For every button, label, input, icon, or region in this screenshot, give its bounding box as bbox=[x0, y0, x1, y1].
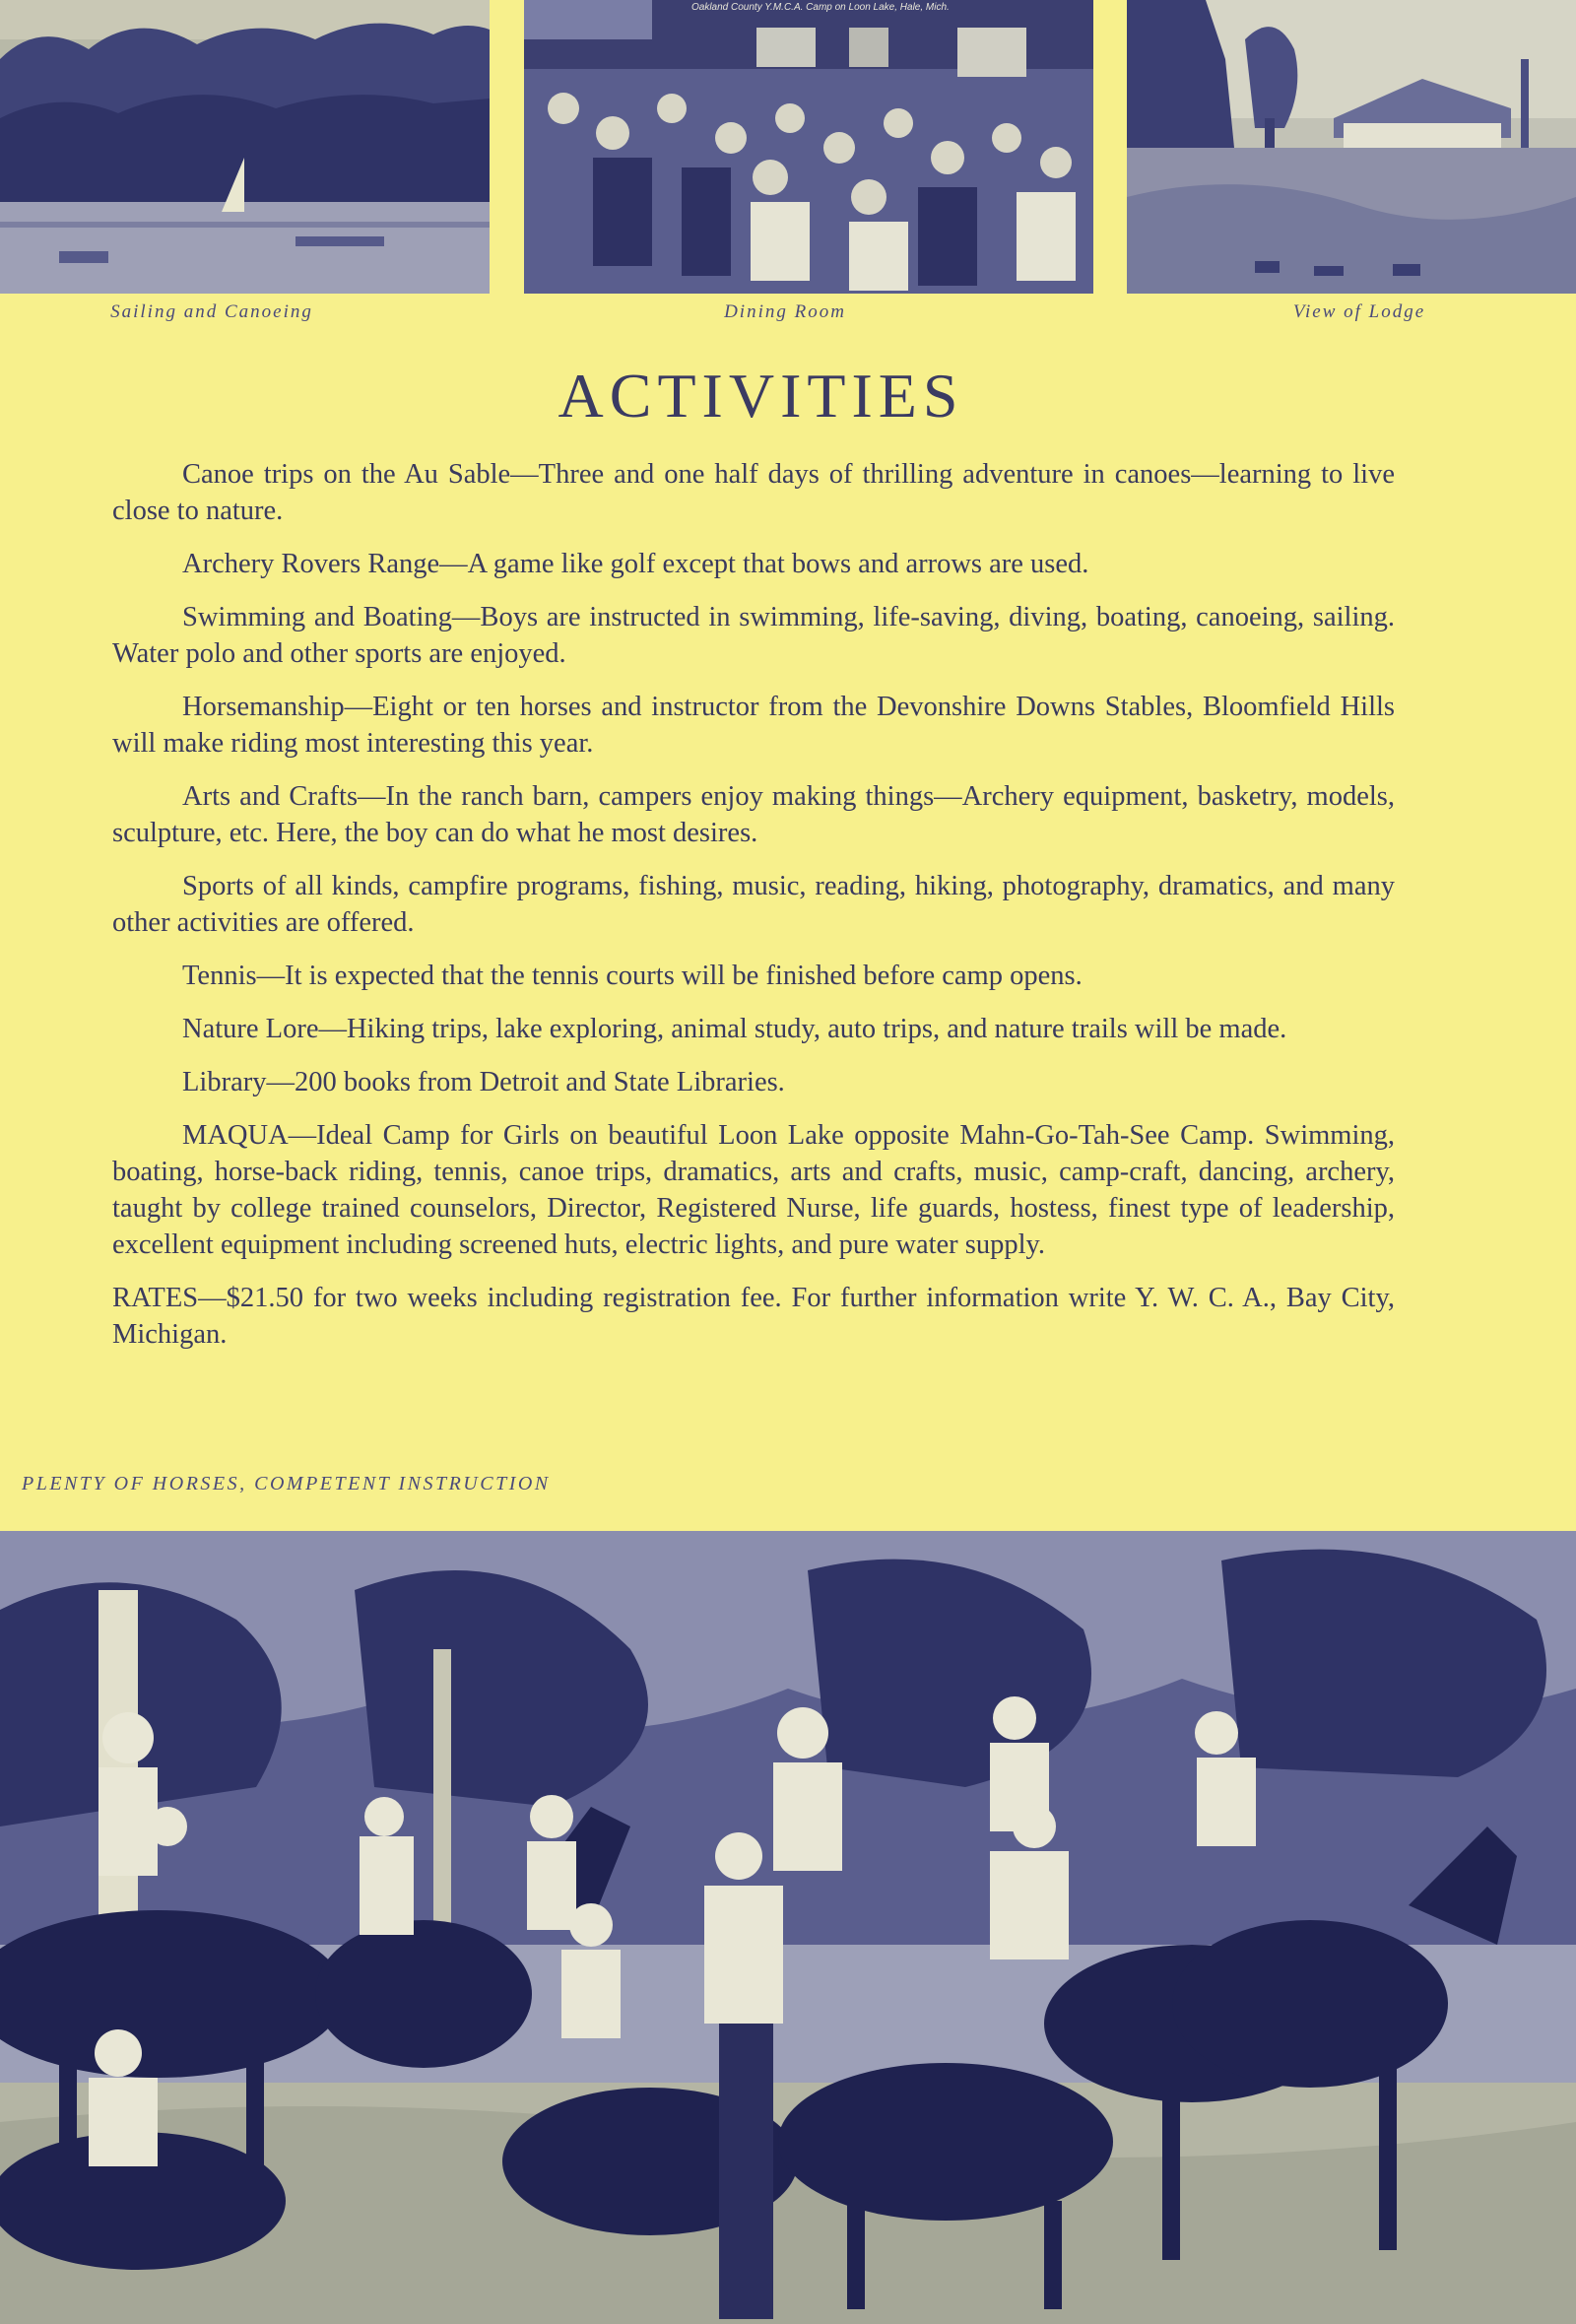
sailing-canoeing-photo bbox=[0, 0, 490, 294]
paragraph-canoe-trips: Canoe trips on the Au Sable—Three and one half days of thrilling adventure in canoes—learning to live close to nature. bbox=[112, 459, 1395, 526]
sailing-canoeing-image bbox=[0, 0, 490, 294]
horses-photo bbox=[0, 1531, 1576, 2324]
dining-room-caption: Dining Room bbox=[724, 301, 846, 322]
page-title: ACTIVITIES bbox=[558, 361, 964, 431]
dining-room-inset-text: Oakland County Y.M.C.A. Camp on Loon Lake, Hale, Mich. bbox=[691, 2, 950, 13]
horses-caption: PLENTY OF HORSES, COMPETENT INSTRUCTION bbox=[22, 1473, 551, 1494]
paragraph-library: Library—200 books from Detroit and State Libraries. bbox=[182, 1067, 785, 1097]
dining-room-image bbox=[524, 0, 1093, 294]
sailing-canoeing-caption: Sailing and Canoeing bbox=[110, 301, 313, 322]
paragraph-rates: RATES—$21.50 for two weeks including registration fee. For further information write Y. W. C. A., Bay City, Michigan. bbox=[112, 1283, 1395, 1350]
paragraph-sports: Sports of all kinds, campfire programs, fishing, music, reading, hiking, photography, dramatics, and many other activities are offered. bbox=[112, 871, 1395, 938]
paragraph-maqua: MAQUA—Ideal Camp for Girls on beautiful Loon Lake opposite Mahn-Go-Tah-See Camp. Swimming, boating, horse-back riding, tennis, canoe trips, dramatics, arts and crafts, music, camp-craft, dancing, archery, taught by college trained counselors, Director, Registered Nurse, life guards, hostess, finest type of leadership, excellent equipment including screened huts, electric lights, and pure water supply. bbox=[112, 1120, 1395, 1260]
paragraph-archery: Archery Rovers Range—A game like golf except that bows and arrows are used. bbox=[182, 549, 1089, 579]
activities-body bbox=[112, 456, 1395, 1369]
lodge-caption: View of Lodge bbox=[1292, 301, 1426, 322]
horses-image bbox=[0, 1531, 1576, 2324]
paragraph-tennis: Tennis—It is expected that the tennis courts will be finished before camp opens. bbox=[182, 961, 1083, 991]
paragraph-nature-lore: Nature Lore—Hiking trips, lake exploring, animal study, auto trips, and nature trails will be made. bbox=[182, 1014, 1287, 1044]
lodge-photo bbox=[1127, 0, 1576, 294]
paragraph-arts-crafts: Arts and Crafts—In the ranch barn, campers enjoy making things—Archery equipment, basketry, models, sculpture, etc. Here, the boy can do what he most desires. bbox=[112, 781, 1395, 848]
paragraph-swimming-boating: Swimming and Boating—Boys are instructed in swimming, life-saving, diving, boating, canoeing, sailing. Water polo and other sports are enjoyed. bbox=[112, 602, 1395, 669]
paragraph-horsemanship: Horsemanship—Eight or ten horses and instructor from the Devonshire Downs Stables, Bloomfield Hills will make riding most interesting this year. bbox=[112, 692, 1395, 759]
lodge-image bbox=[1127, 0, 1576, 294]
dining-room-photo bbox=[524, 0, 1093, 294]
